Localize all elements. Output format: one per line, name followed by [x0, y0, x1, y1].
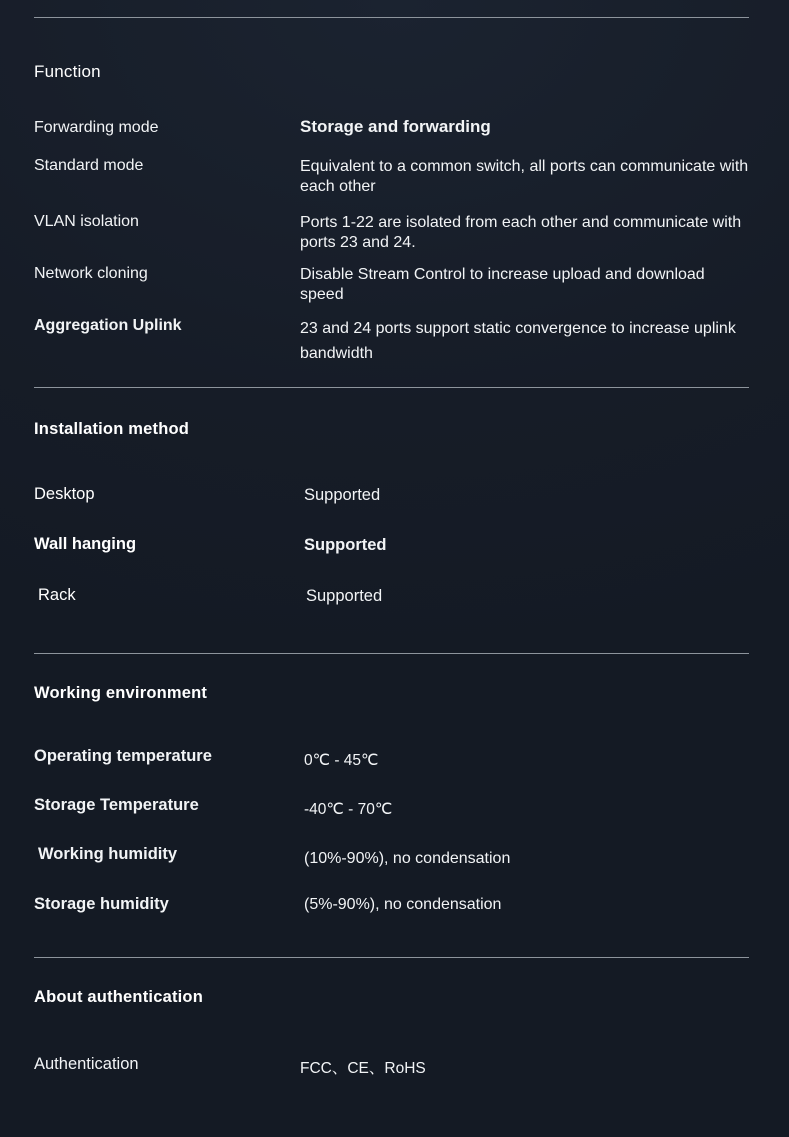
row-value: 23 and 24 ports support static convergence to increase uplink bandwidth	[300, 320, 736, 363]
table-row	[34, 116, 749, 137]
divider-environment	[34, 957, 749, 958]
row-value: Supported	[304, 536, 387, 555]
spacer	[34, 253, 749, 265]
row-value: Disable Stream Control to increase upload and download speed	[300, 266, 705, 304]
table-row	[34, 317, 749, 367]
row-value: (5%-90%), no condensation	[304, 896, 502, 914]
row-key: Rack	[38, 586, 76, 605]
row-key: Storage humidity	[34, 895, 169, 914]
row-key: Aggregation Uplink	[34, 317, 182, 335]
row-key: Authentication	[34, 1055, 139, 1074]
row-key: Standard mode	[34, 157, 144, 175]
row-value: -40℃ - 70℃	[304, 801, 393, 819]
row-value: (10%-90%), no condensation	[304, 850, 511, 868]
row-key: Network cloning	[34, 265, 148, 283]
section-title-installation: Installation method	[34, 419, 190, 438]
environment-table	[34, 747, 749, 942]
row-value: Equivalent to a common switch, all ports can communicate with each other	[300, 158, 749, 196]
row-value: Storage and forwarding	[300, 117, 491, 136]
divider-function	[34, 387, 749, 388]
authentication-table	[34, 1055, 749, 1078]
table-row	[34, 895, 749, 941]
spacer	[34, 197, 749, 213]
row-key: VLAN isolation	[34, 213, 139, 231]
divider-installation	[34, 653, 749, 654]
divider-top	[34, 17, 749, 18]
row-key: Storage Temperature	[34, 796, 199, 815]
spacer	[34, 305, 749, 317]
row-key: Operating temperature	[34, 746, 212, 765]
table-row	[34, 157, 749, 197]
installation-table	[34, 485, 749, 637]
table-row	[34, 586, 749, 637]
table-row	[34, 845, 749, 895]
row-value: Supported	[306, 587, 383, 606]
function-table	[34, 116, 749, 367]
section-title-function: Function	[34, 62, 101, 81]
row-key: Wall hanging	[34, 535, 137, 554]
row-key: Working humidity	[38, 845, 178, 864]
section-title-environment: Working environment	[34, 683, 208, 702]
table-row	[34, 1055, 749, 1078]
table-row	[34, 485, 749, 536]
row-value: FCC、CE、RoHS	[300, 1060, 426, 1078]
table-row	[34, 535, 749, 586]
row-value: 0℃ - 45℃	[304, 751, 379, 769]
table-row	[34, 747, 749, 796]
row-value: Supported	[304, 485, 381, 504]
table-row	[34, 796, 749, 845]
row-value: Ports 1-22 are isolated from each other and communicate with ports 23 and 24.	[300, 214, 742, 252]
table-row	[34, 265, 749, 305]
row-key: Forwarding mode	[34, 119, 159, 136]
spacer	[34, 137, 749, 157]
row-key: Desktop	[34, 484, 95, 503]
table-row	[34, 213, 749, 253]
section-title-authentication: About authentication	[34, 988, 203, 1007]
